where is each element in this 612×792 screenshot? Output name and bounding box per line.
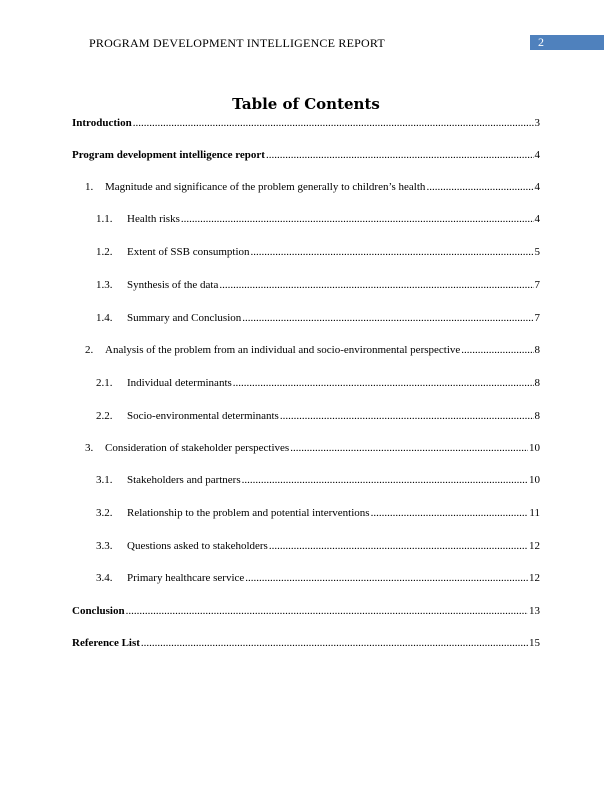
- toc-entry-number: 3.4.: [96, 572, 113, 584]
- toc-entry-page: 13: [529, 605, 540, 617]
- toc-entry-number: 2.2.: [96, 410, 113, 422]
- toc-entry-number: 1.4.: [96, 312, 113, 324]
- toc-entry-number: 3.1.: [96, 474, 113, 486]
- toc-entry-section-3-4[interactable]: [96, 571, 540, 585]
- toc-entry-section-2[interactable]: [85, 343, 540, 357]
- toc-entry-number: 1.1.: [96, 213, 113, 225]
- toc-entry-page: 8: [534, 344, 540, 356]
- page-number-badge: [530, 35, 604, 50]
- toc-entry-conclusion[interactable]: [72, 604, 540, 618]
- toc-leader-dots: [461, 343, 533, 357]
- toc-leader-dots: [219, 278, 533, 292]
- toc-entry-label: Relationship to the problem and potential interventions: [127, 507, 370, 519]
- toc-entry-section-3-3[interactable]: [96, 539, 540, 553]
- toc-entry-label: Stakeholders and partners: [127, 474, 241, 486]
- toc-entry-label: Conclusion: [72, 605, 125, 617]
- toc-entry-page: 4: [534, 213, 540, 225]
- toc-entry-label: Primary healthcare service: [127, 572, 245, 584]
- toc-entry-label: Program development intelligence report: [72, 149, 265, 161]
- toc-entry-section-2-2[interactable]: [96, 409, 540, 423]
- toc-entry-label: Extent of SSB consumption: [127, 246, 250, 258]
- toc-entry-section-1-3[interactable]: [96, 278, 540, 292]
- toc-entry-label: Consideration of stakeholder perspectives: [105, 442, 290, 454]
- toc-entry-page: 4: [534, 149, 540, 161]
- toc-entry-number: 2.1.: [96, 377, 113, 389]
- toc-title: Table of Contents: [232, 95, 380, 113]
- toc-leader-dots: [371, 506, 529, 520]
- toc-leader-dots: [242, 311, 533, 325]
- toc-entry-label: Socio-environmental determinants: [127, 410, 279, 422]
- toc-entry-page: 3: [534, 117, 540, 129]
- toc-entry-number: 2.: [85, 344, 94, 356]
- toc-entry-page: 10: [529, 474, 540, 486]
- toc-entry-label: Reference List: [72, 637, 140, 649]
- toc-entry-section-1-1[interactable]: [96, 212, 540, 226]
- toc-entry-number: 3.3.: [96, 540, 113, 552]
- toc-entry-label: Summary and Conclusion: [127, 312, 242, 324]
- toc-entry-label: Questions asked to stakeholders: [127, 540, 268, 552]
- toc-entry-number: 1.3.: [96, 279, 113, 291]
- toc-leader-dots: [233, 376, 534, 390]
- toc-entry-page: 4: [534, 181, 540, 193]
- toc-leader-dots: [133, 116, 534, 130]
- toc-leader-dots: [266, 148, 534, 162]
- toc-entry-label: Analysis of the problem from an individual and socio-environmental perspective: [105, 344, 461, 356]
- toc-entry-program-development[interactable]: [72, 148, 540, 162]
- toc-leader-dots: [181, 212, 534, 226]
- toc-leader-dots: [280, 409, 534, 423]
- toc-entry-section-3-2[interactable]: [96, 506, 540, 520]
- toc-leader-dots: [141, 636, 528, 650]
- toc-entry-page: 7: [534, 312, 540, 324]
- toc-entry-section-1[interactable]: [85, 180, 540, 194]
- toc-entry-label: Magnitude and significance of the problem generally to children’s health: [105, 181, 426, 193]
- toc-leader-dots: [269, 539, 528, 553]
- toc-entry-number: 1.: [85, 181, 94, 193]
- toc-entry-section-1-4[interactable]: [96, 311, 540, 325]
- toc-entry-label: Health risks: [127, 213, 180, 225]
- toc-leader-dots: [242, 473, 528, 487]
- toc-entry-section-1-2[interactable]: [96, 245, 540, 259]
- toc-entry-page: 12: [529, 540, 540, 552]
- toc-entry-introduction[interactable]: [72, 116, 540, 130]
- toc-entry-page: 7: [534, 279, 540, 291]
- toc-leader-dots: [126, 604, 528, 618]
- toc-entry-page: 11: [529, 507, 540, 519]
- toc-entry-number: 3.2.: [96, 507, 113, 519]
- toc-entry-section-3[interactable]: [85, 441, 540, 455]
- toc-entry-section-2-1[interactable]: [96, 376, 540, 390]
- toc-leader-dots: [290, 441, 528, 455]
- toc-entry-page: 10: [529, 442, 540, 454]
- toc-leader-dots: [251, 245, 534, 259]
- toc-entry-number: 1.2.: [96, 246, 113, 258]
- toc-entry-page: 5: [534, 246, 540, 258]
- toc-entry-page: 15: [529, 637, 540, 649]
- toc-entry-label: Individual determinants: [127, 377, 232, 389]
- toc-entry-reference-list[interactable]: [72, 636, 540, 650]
- toc-entry-page: 8: [534, 377, 540, 389]
- toc-leader-dots: [245, 571, 528, 585]
- toc-leader-dots: [426, 180, 533, 194]
- toc-entry-label: Synthesis of the data: [127, 279, 219, 291]
- header-title: PROGRAM DEVELOPMENT INTELLIGENCE REPORT: [89, 36, 385, 50]
- toc-entry-label: Introduction: [72, 117, 132, 129]
- page-number: 2: [538, 35, 544, 49]
- toc-entry-section-3-1[interactable]: [96, 473, 540, 487]
- toc-entry-page: 12: [529, 572, 540, 584]
- toc-entry-page: 8: [534, 410, 540, 422]
- toc-entry-number: 3.: [85, 442, 94, 454]
